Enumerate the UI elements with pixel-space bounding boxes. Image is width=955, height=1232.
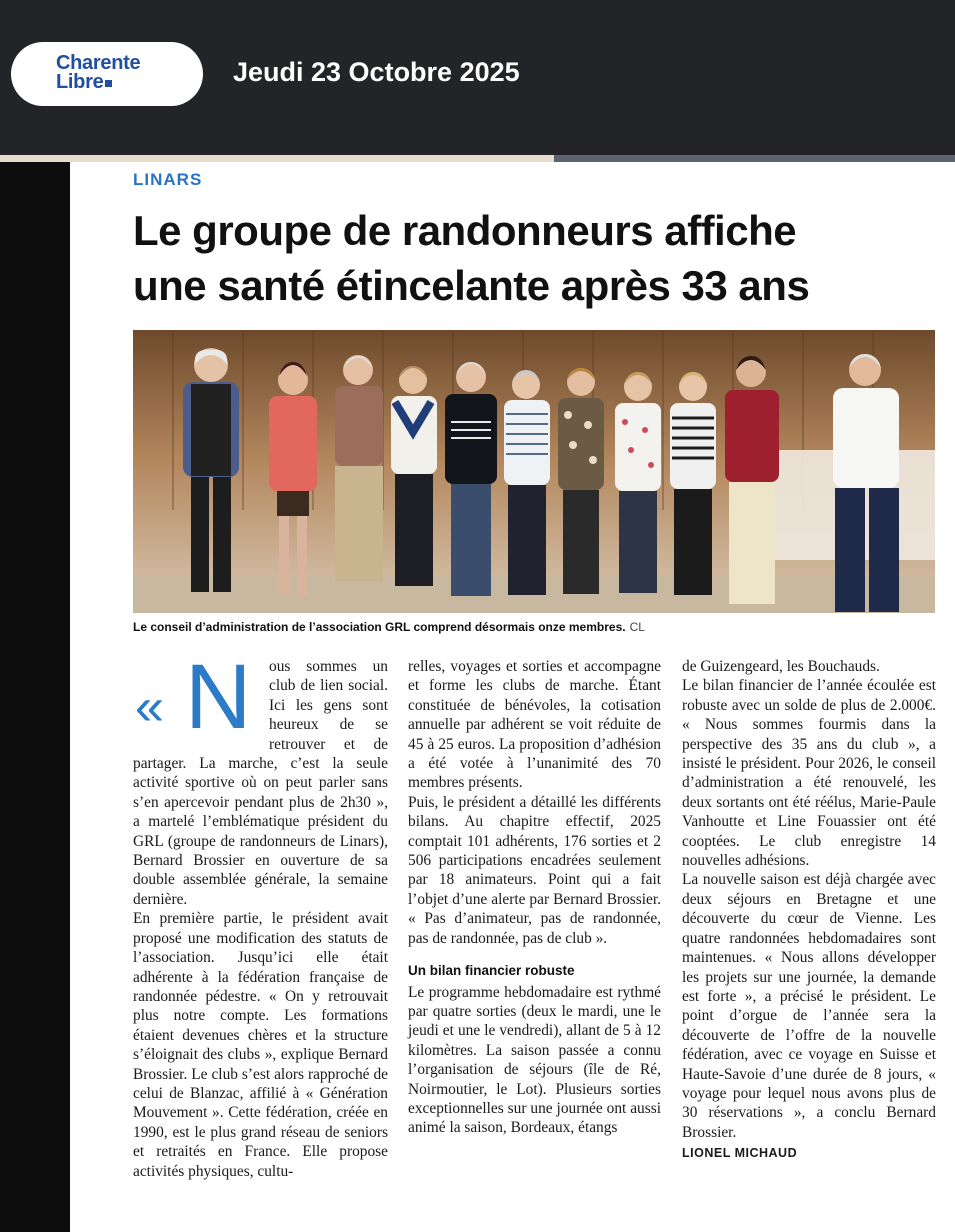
logo-line1: Charente — [56, 52, 141, 74]
issue-date: Jeudi 23 Octobre 2025 — [233, 57, 520, 87]
column3-paragraph-2: Le bilan financier de l’année écoulée est robuste avec un solde de plus de 2.000€. « Nous sommes fourmis dans la perspective des 35 ans du club », a insisté le président. Pour 2026, le conseil d’administration a été renouvelé, les deux sortants ont été réélus, Marie-Paule Vanhoutte et Line Fouassier ont été cooptées. Le club enregistre 14 nouvelles adhésions. — [682, 677, 936, 870]
column3-paragraph-3: La nouvelle saison est déjà chargée avec deux séjours en Bretagne et une découverte du cœur de Vienne. Les quatre randonnées hebdomadaires sont maintenues. « Nous allons développer les projets sur une journée, la demande est forte », a précisé le président. Le point d’orgue de l’année sera la découverte de l’offre de la nouvelle fédération, avec ce voyage en Suisse et Haute-Savoie d’une durée de 8 jours, « voyage pour lequel nous avons plus de 30 réservations », a conclu Bernard Brossier. — [682, 871, 936, 1141]
header-stripe-right — [554, 155, 955, 162]
section-subheading: Un bilan financier robuste — [408, 963, 575, 979]
column1-paragraph-2: En première partie, le président avait proposé une modification des statuts de l’association. Jusqu’ici elle était adhérente à la fédération française de randonnée pédestre. « On y retrouvait plus notre compte. Les formations étaient devenues chères et la structure s’éloignait des clubs », explique Bernard Brossier. Le club s’est alors rapproché de celui de Blanzac, affilié à « Génération Mouvement ». Cette fédération, créée en 1990, est le plus grand réseau de seniors et retraités en France. Elle propose activités physiques, cultu- — [133, 910, 388, 1180]
column2-paragraph-1: relles, voyages et sorties et accompagne et forme les clubs de marche. Étant constituée de bénévoles, la cotisation annuelle par adhérent se voit réduite de 45 à 25 euros. La proposition d’adhésion a été votée à l’unanimité des 70 membres présents. — [408, 658, 661, 792]
drop-cap-letter: N — [185, 646, 252, 748]
logo-square-icon — [105, 80, 112, 87]
charente-libre-logo[interactable] — [11, 42, 203, 106]
article-rubric: LINARS — [133, 170, 203, 189]
caption-text: Le conseil d’administration de l’association GRL comprend désormais onze membres. — [133, 620, 626, 634]
column2-paragraph-3: Le programme hebdomadaire est rythmé par quatre sorties (deux le mardi, une le jeudi et une le vendredi), allant de 5 à 12 kilomètres. La saison passée a connu l’organisation de séjours (île de Ré, Noirmoutier, le Lot). Plusieurs sorties exceptionnelles sur une journée ont aussi animé la saison, Bordeaux, étangs — [408, 983, 661, 1137]
opening-quote-mark: « — [135, 678, 164, 736]
column1-paragraph-1: ous sommes un club de lien social. Ici les gens sont heureux de se retrouver et de partager. La marche, c’est la seule activité sportive où on peut parler sans s’en apercevoir pendant plus de 2h30 », a martelé l’emblématique président du GRL (groupe de randonneurs de Linars), Bernard Brossier en ouverture de sa double assemblée générale, la semaine dernière. — [133, 658, 388, 908]
column3-paragraph-1: de Guizengeard, les Bouchauds. — [682, 658, 880, 675]
headline-line-2: une santé étincelante après 33 ans — [133, 262, 810, 309]
logo-line2: Libre — [56, 71, 104, 93]
article-column-3 — [682, 657, 936, 1164]
logo-wordmark — [56, 54, 140, 92]
column2-paragraph-2: Puis, le président a détaillé les différents bilans. Au chapitre effectif, 2025 comptait 101 adhérents, 176 sorties et 2 506 participations encadrées seulement par 18 animateurs. Point qui a fait l’objet d’une alerte par Bernard Brossier. « Pas d’animateur, pas de randonnée, pas de randonnée, pas de club ». — [408, 793, 661, 947]
article-headline — [133, 203, 933, 313]
drop-cap-block — [133, 646, 265, 748]
author-byline: LIONEL MICHAUD — [682, 1146, 798, 1161]
left-margin-band — [0, 162, 70, 1232]
article-column-2 — [408, 657, 661, 1138]
article-column-1 — [133, 646, 388, 1181]
photo-credit: CL — [629, 620, 645, 634]
header-stripe-left — [0, 155, 554, 162]
headline-line-1: Le groupe de randonneurs affiche — [133, 207, 797, 254]
header-bar — [0, 0, 955, 155]
photo-caption — [133, 620, 645, 634]
group-photo — [133, 330, 935, 613]
